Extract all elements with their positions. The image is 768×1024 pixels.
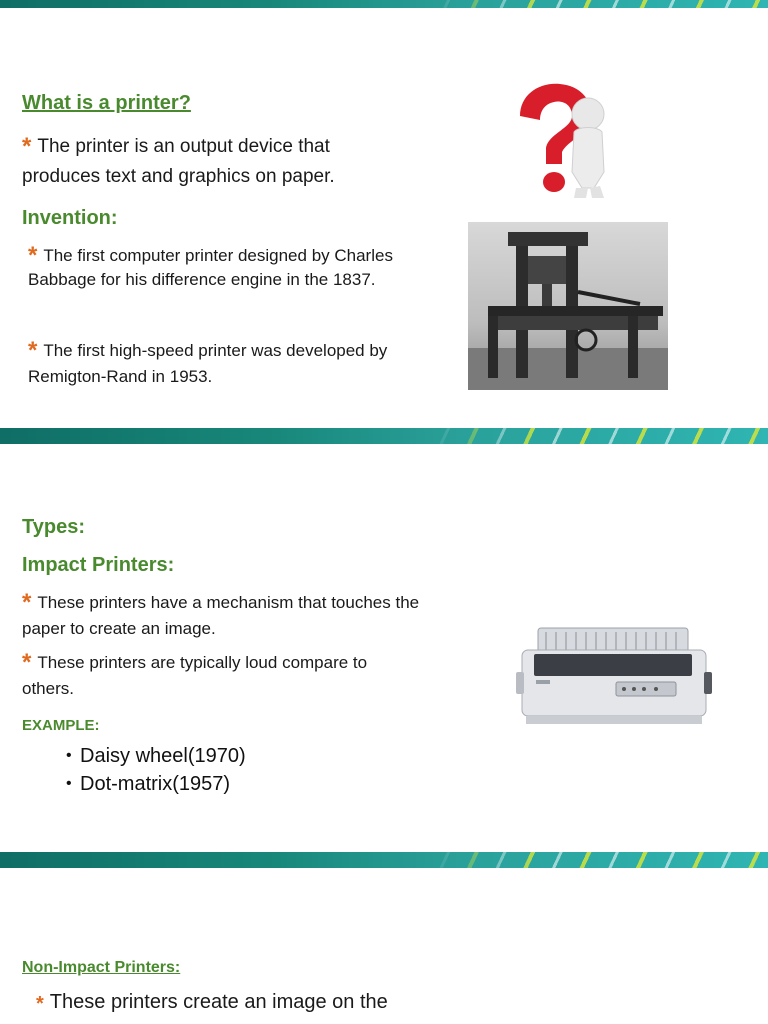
example-item: • Daisy wheel(1970) xyxy=(32,742,246,770)
dot-matrix-printer-image xyxy=(516,620,712,726)
divider-band-1 xyxy=(0,428,768,444)
slide-3 xyxy=(12,868,756,1024)
slide-1 xyxy=(12,8,756,428)
printing-press-image xyxy=(468,222,668,390)
bullet-star-icon: * xyxy=(28,337,38,364)
types-heading: Types: xyxy=(22,516,85,538)
top-band xyxy=(0,0,768,8)
question-mark-image xyxy=(482,76,632,200)
impact-bullet-1: * These printers have a mechanism that touches the paper to create an image. xyxy=(22,589,420,638)
example-list xyxy=(32,742,246,798)
non-impact-printers-heading: Non-Impact Printers: xyxy=(22,959,181,976)
non-impact-bullet-1: * These printers create an image on the xyxy=(36,991,388,1015)
example-label: EXAMPLE: xyxy=(22,717,100,734)
bullet-star-icon: * xyxy=(36,993,44,1015)
invention-bullet-1: * The first computer printer designed by Charles Babbage for his difference engine in the 1837. xyxy=(28,242,393,289)
slide-2 xyxy=(12,444,756,852)
invention-heading: Invention: xyxy=(22,207,118,229)
impact-bullet-2: * These printers are typically loud compare to others. xyxy=(22,649,368,698)
slide-1-title: What is a printer? xyxy=(22,92,191,114)
invention-bullet-2: * The first high-speed printer was developed by Remigton-Rand in 1953. xyxy=(28,337,388,386)
slide-1-bullet: * The printer is an output device that produces text and graphics on paper. xyxy=(22,133,335,187)
question-mark-icon xyxy=(482,76,632,200)
bullet-star-icon: * xyxy=(22,133,32,160)
bullet-star-icon: * xyxy=(22,589,32,616)
impact-printers-heading: Impact Printers: xyxy=(22,554,175,576)
divider-band-2 xyxy=(0,852,768,868)
printing-press-icon xyxy=(468,222,668,390)
bullet-star-icon: * xyxy=(22,649,32,676)
printer-icon xyxy=(516,620,712,726)
example-item: • Dot-matrix(1957) xyxy=(32,770,246,798)
bullet-star-icon: * xyxy=(28,242,38,269)
